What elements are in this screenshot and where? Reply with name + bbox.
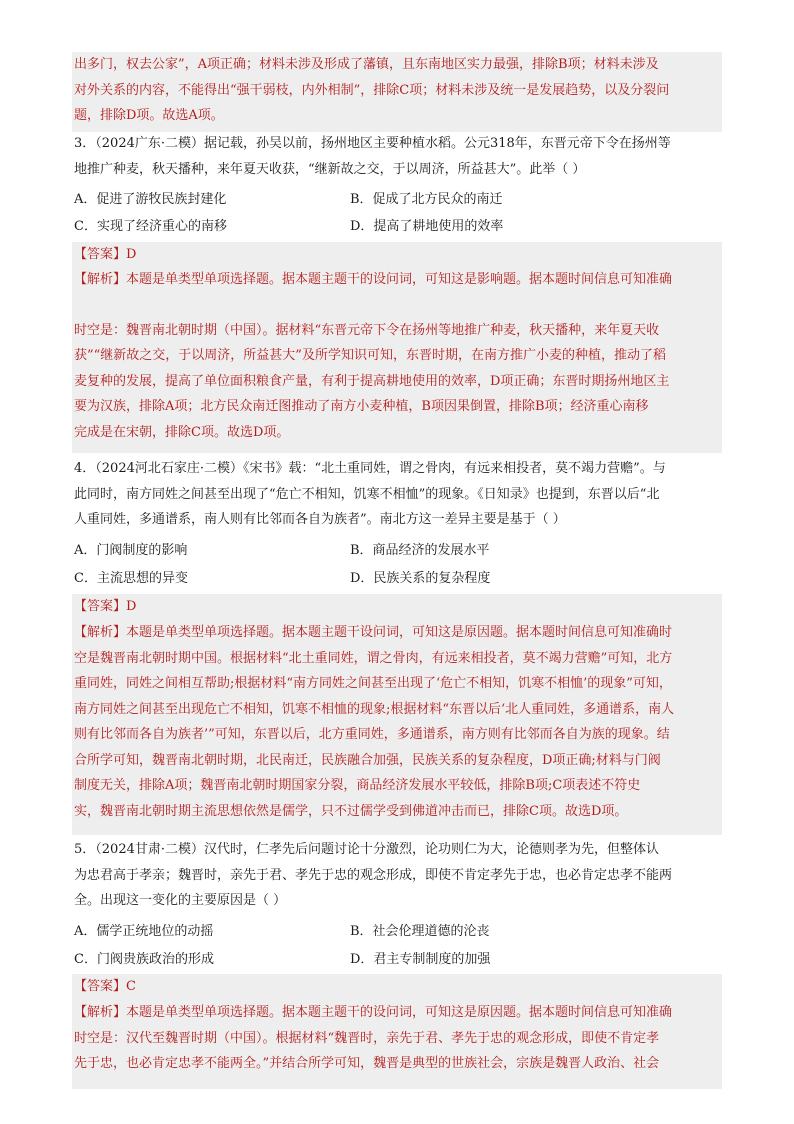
previous-explanation: [74, 52, 720, 129]
text-line: 重同姓，同姓之间相互帮助;根据材料“南方同姓之间甚至出现了‘危亡不相知，饥寒不相恤’的现象”可知，: [74, 676, 672, 691]
option-d[interactable]: D．民族关系的复杂程度: [350, 571, 491, 586]
text-line: 制度无关，排除A项；魏晋南北朝时期国家分裂，商品经济发展水平较低，排除B项;C项表述不符史: [74, 778, 641, 793]
answer-label: 【答案】D: [74, 599, 137, 614]
text-line: 麦复种的发展，提高了单位面积粮食产量，有利于提高耕地使用的效率，D项正确；东晋时期扬州地区主: [74, 373, 670, 389]
option-c[interactable]: C．门阀贵族政治的形成: [74, 952, 214, 967]
question-4-stem: [74, 456, 720, 533]
text-line: 为忠君高于孝亲；魏晋时，亲先于君、孝先于忠的观念形成，即使不肯定孝先于忠，也必肯定忠孝不能两: [74, 867, 673, 883]
option-d[interactable]: D．提高了耕地使用的效率: [350, 219, 504, 234]
option-b[interactable]: B．社会伦理道德的沦丧: [350, 924, 490, 939]
text-line: 3．（2024广东·二模）据记载，孙吴以前，扬州地区主要种植水稻。公元318年，东晋元帝下令在扬州等: [74, 136, 671, 151]
text-line: 则有比邻而各自为族者’”可知，东晋以后，北方重同姓，多通谱系，南方则有比邻而各自为族的现象。结: [74, 727, 670, 742]
question-5-analysis: [74, 1000, 720, 1077]
text-line: 对外关系的内容，不能得出“强干弱枝，内外相制”，排除C项；材料未涉及统一是发展趋势，以及分裂问: [74, 82, 670, 98]
text-line: 5．（2024甘肃·二模）汉代时，仁孝先后问题讨论十分激烈，论功则仁为大，论德则孝为先，但整体认: [74, 842, 659, 857]
text-line: 人重同姓，多通谱系，南人则有比邻而各自为族者”。南北方这一差异主要是基于（ ）: [74, 512, 566, 527]
option-b[interactable]: B．促成了北方民众的南迁: [350, 192, 503, 207]
text-line: 实，魏晋南北朝时期主流思想依然是儒学，只不过儒学受到佛道冲击而已，排除C项。故选D项。: [74, 803, 628, 819]
text-line: 要为汉族，排除A项；北方民众南迁图推动了南方小麦种植，B项因果倒置，排除B项；经济重心南移: [74, 399, 649, 414]
text-line: 出多门，权去公家”，A项正确；材料未涉及形成了藩镇，且东南地区实力最强，排除B项；材料未涉及: [74, 57, 659, 72]
text-line: 完成是在宋朝，排除C项。故选D项。: [74, 424, 290, 440]
option-b[interactable]: B．商品经济的发展水平: [350, 543, 490, 558]
text-line: 合所学可知，魏晋南北朝时期，北民南迁，民族融合加强，民族关系的复杂程度，D项正确;材料与门阀: [74, 752, 661, 768]
option-a[interactable]: A．促进了游牧民族封建化: [74, 192, 227, 207]
answer-label: 【答案】D: [74, 247, 137, 262]
text-line: 时空是：汉代至魏晋时期（中国）。根据材料“魏晋时，亲先于君、孝先于忠的观念形成，即使不肯定孝: [74, 1030, 660, 1046]
text-line: 地推广种麦，秋天播种，来年夏天收获，“继新故之交，于以周济，所益甚大”。此举（ ）: [74, 161, 586, 177]
text-line: 此同时，南方同姓之间甚至出现了“危亡不相知，饥寒不相恤”的现象。《日知录》也提到，东晋以后“北: [74, 486, 660, 502]
option-a[interactable]: A．儒学正统地位的动摇: [74, 924, 214, 939]
option-d[interactable]: D．君主专制制度的加强: [350, 952, 491, 967]
text-line: 【解析】本题是单类型单项选择题。据本题主题干的设问词，可知这是影响题。据本题时间信息可知准确: [74, 272, 673, 287]
question-4-analysis: [74, 620, 720, 824]
text-line: 获”“继新故之交，于以周济，所益甚大”及所学知识可知，东晋时期，在南方推广小麦的种植，推动了稻: [74, 348, 666, 363]
text-line: 4．（2024河北石家庄·二模）《宋书》载：“北土重同姓，谓之骨肉，有远来相投者，莫不竭力营赡”。与: [74, 461, 666, 476]
question-3-analysis: [74, 267, 720, 445]
option-c[interactable]: C．实现了经济重心的南移: [74, 219, 227, 234]
text-line: 时空是：魏晋南北朝时期（中国）。据材料“东晋元帝下令在扬州等地推广种麦，秋天播种，来年夏天收: [74, 322, 660, 338]
text-line: 先于忠，也必肯定忠孝不能两全。”并结合所学可知，魏晋是典型的世族社会，宗族是魏晋人政治、社会: [74, 1056, 660, 1071]
option-a[interactable]: A．门阀制度的影响: [74, 543, 188, 558]
text-line: 【解析】本题是单类型单项选择题。据本题主题干设问词，可知这是原因题。据本题时间信息可知准确时: [74, 625, 673, 640]
text-line: 南方同姓之间甚至出现危亡不相知，饥寒不相恤的现象;根据材料“东晋以后‘北人重同姓，多通谱系，南人: [74, 701, 675, 717]
text-line: 空是魏晋南北朝时期中国。根据材料“北土重同姓，谓之骨肉，有远来相投者，莫不竭力营赡”可知，北方: [74, 650, 673, 666]
answer-label: 【答案】C: [74, 979, 136, 994]
text-line: 【解析】本题是单类型单项选择题。据本题主题干的设问词，可知这是原因题。据本题时间信息可知准确: [74, 1005, 673, 1020]
option-c[interactable]: C．主流思想的异变: [74, 571, 188, 586]
text-line: [74, 293, 720, 318]
text-line: 全。出现这一变化的主要原因是（ ）: [74, 893, 287, 908]
question-5-stem: [74, 837, 720, 914]
question-3-stem: [74, 131, 720, 182]
text-line: 题，排除D项。故选A项。: [74, 108, 224, 123]
